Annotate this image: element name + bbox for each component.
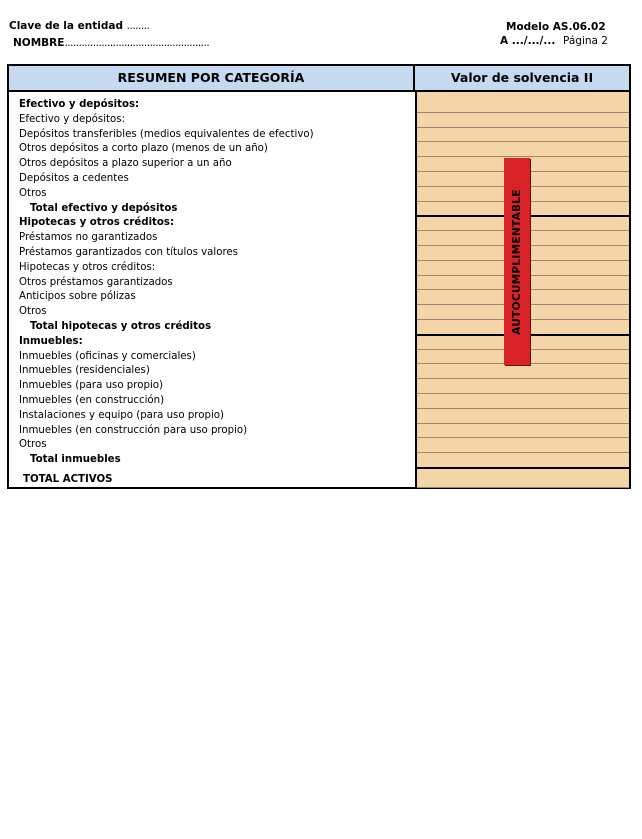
grand-total-label: TOTAL ACTIVOS <box>23 474 113 485</box>
value-cell-divider <box>417 378 629 379</box>
category-row-label: Depósitos transferibles (medios equivalentes de efectivo) <box>19 128 314 140</box>
total-row-label: Total inmuebles <box>30 454 121 466</box>
summary-table <box>7 64 631 489</box>
category-row-label: Otros <box>19 306 47 318</box>
value-cell-divider <box>417 393 629 394</box>
category-row-label: Inmuebles (en construcción para uso propio) <box>19 424 248 436</box>
entity-key-dots: ........ <box>126 20 150 32</box>
total-row-label: Total hipotecas y otros créditos <box>30 321 212 332</box>
name-dots: ................................................... <box>64 37 210 49</box>
section-heading: Hipotecas y otros créditos: <box>19 217 175 229</box>
value-cell-divider <box>417 423 629 424</box>
category-row-label: Otros depósitos a plazo superior a un año <box>19 158 232 170</box>
section-heading: Inmuebles: <box>19 335 83 347</box>
page-number: Página 2 <box>563 35 608 47</box>
category-row-label: Otros <box>19 439 47 451</box>
value-cell-divider <box>417 437 629 438</box>
name-label <box>13 37 209 49</box>
category-row-label: Préstamos no garantizados <box>19 232 158 244</box>
category-row-label: Inmuebles (residenciales) <box>19 365 150 377</box>
value-cell-divider <box>417 141 629 142</box>
entity-key-label <box>9 20 149 32</box>
category-row-label: Inmuebles (en construcción) <box>19 395 165 406</box>
category-row-label: Otros depósitos a corto plazo (menos de un año) <box>19 143 268 155</box>
category-row-label: Instalaciones y equipo (para uso propio) <box>19 409 224 421</box>
name-text: NOMBRE <box>13 37 65 49</box>
value-cell-divider <box>417 487 629 488</box>
value-cell-divider <box>417 452 629 453</box>
category-column-header: RESUMEN POR CATEGORÍA <box>9 66 415 92</box>
entity-key-text: Clave de la entidad <box>9 20 123 32</box>
value-cell-divider <box>417 408 629 409</box>
value-column-header: Valor de solvencia II <box>415 66 629 92</box>
date-field: A .../.../... <box>500 35 556 47</box>
value-cell-divider <box>417 112 629 113</box>
section-heading: Efectivo y depósitos: <box>19 99 140 110</box>
autocumplimentable-banner <box>504 158 530 365</box>
total-row-label: Total efectivo y depósitos <box>30 202 178 214</box>
category-row-label: Préstamos garantizados con títulos valores <box>19 247 238 258</box>
category-row-label: Inmuebles (para uso propio) <box>19 380 163 392</box>
category-row-label: Depósitos a cedentes <box>19 173 129 184</box>
category-row-label: Otros préstamos garantizados <box>19 276 173 288</box>
category-row-label: Inmuebles (oficinas y comerciales) <box>19 350 196 362</box>
category-row-label: Otros <box>19 187 47 199</box>
banner-text: AUTOCUMPLIMENTABLE <box>511 188 524 335</box>
value-cell-divider <box>417 127 629 128</box>
category-row-label: Hipotecas y otros créditos: <box>19 261 156 273</box>
category-row-label: Anticipos sobre pólizas <box>19 291 136 303</box>
model-code: Modelo AS.06.02 <box>506 21 606 33</box>
category-row-label: Efectivo y depósitos: <box>19 113 126 125</box>
value-cell-divider <box>417 467 629 469</box>
